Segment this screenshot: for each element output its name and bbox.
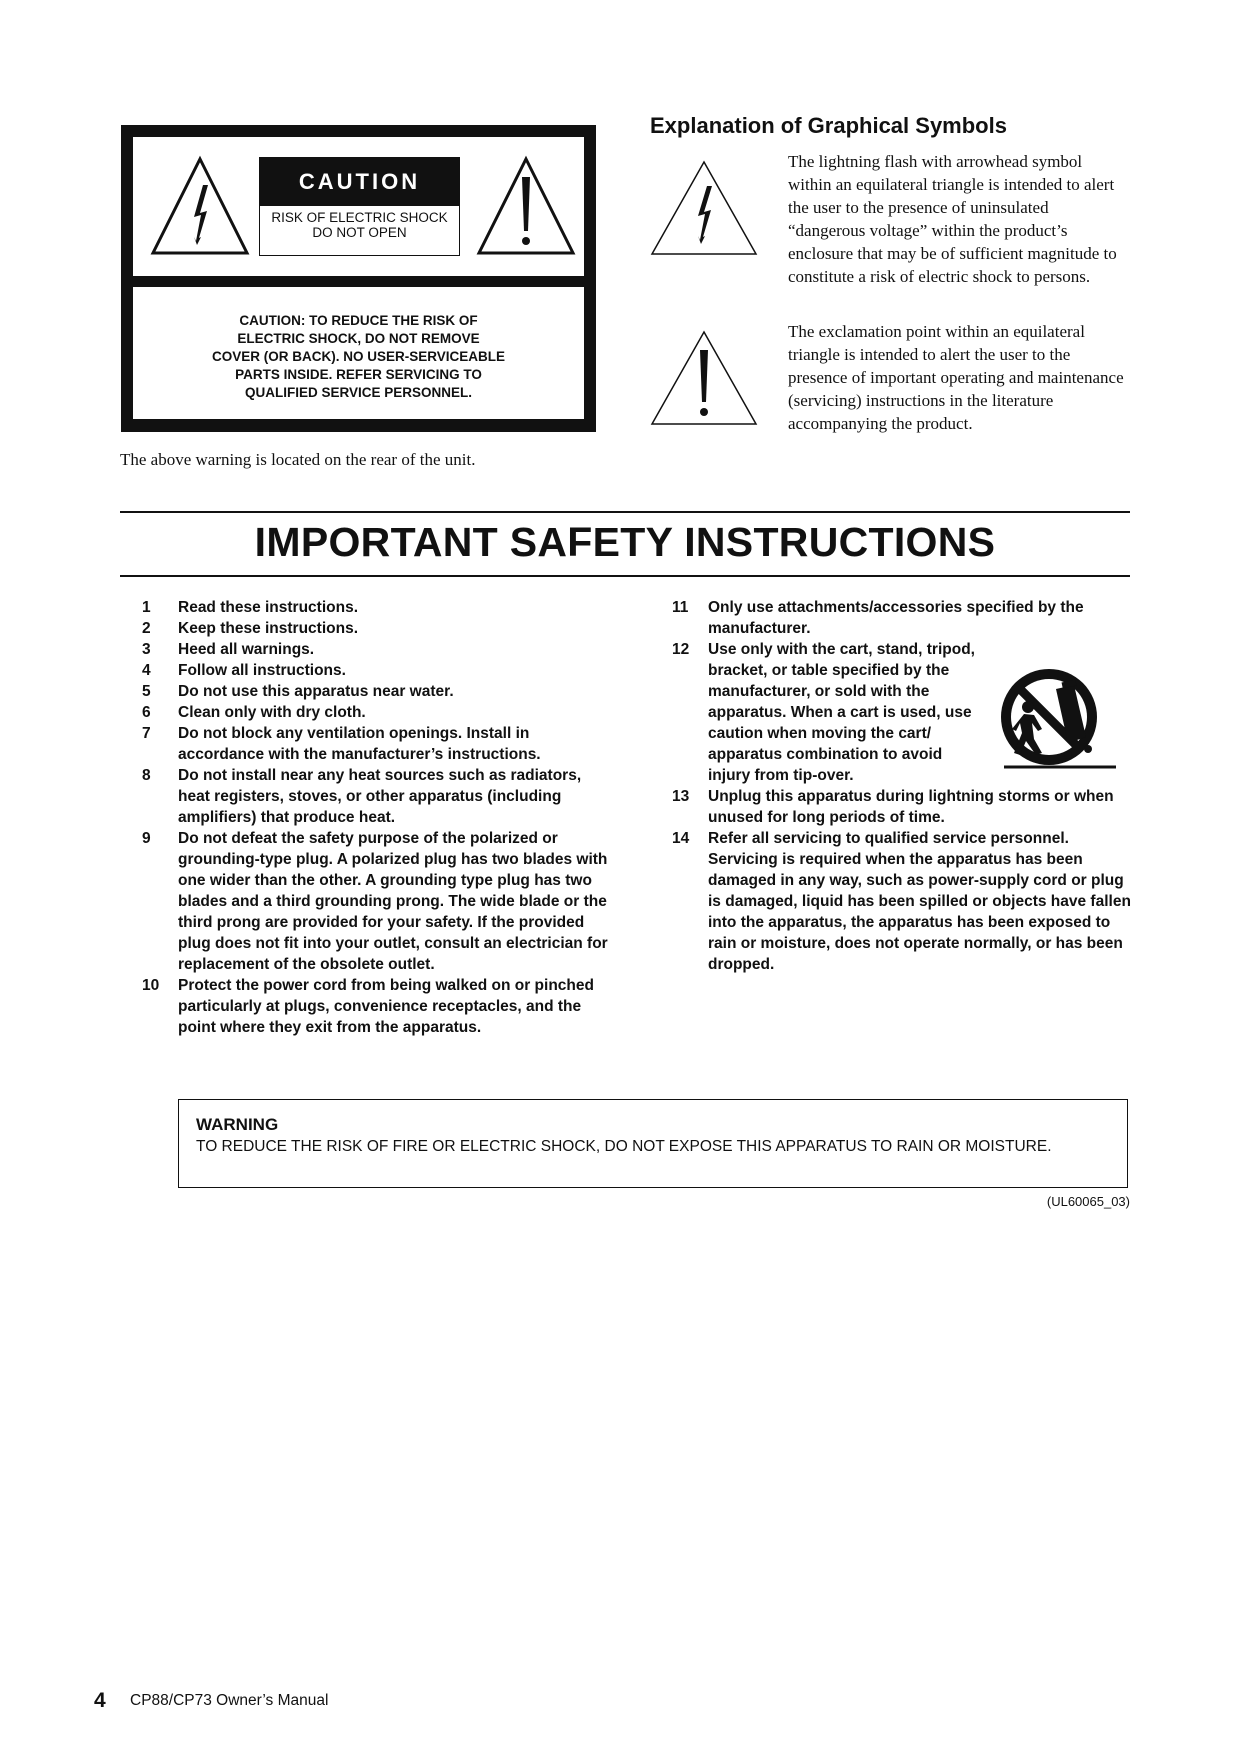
item-text: Read these instructions. (178, 599, 359, 616)
caution-label-top-panel (133, 137, 584, 276)
caution-body-line: COVER (OR BACK). NO USER-SERVICEABLE (211, 349, 506, 364)
item-number: 7 (142, 725, 151, 742)
item-text: Heed all warnings. (178, 641, 315, 658)
caution-subtext-line: RISK OF ELECTRIC SHOCK (271, 210, 448, 225)
item-number: 10 (142, 977, 160, 994)
item-text: Follow all instructions. (178, 662, 346, 679)
item-text: Do not use this apparatus near water. (178, 683, 454, 700)
caution-body-line: QUALIFIED SERVICE PERSONNEL. (244, 385, 473, 400)
list-item (142, 660, 612, 681)
item-text: Clean only with dry cloth. (178, 704, 366, 721)
list-item (672, 597, 1137, 639)
list-item (142, 618, 612, 639)
item-number: 14 (672, 830, 690, 847)
item-text: Only use attachments/accessories specified by the manufacturer. (708, 599, 1084, 637)
item-number: 8 (142, 767, 151, 784)
title-rule-bottom (120, 575, 1130, 577)
caution-body-line: CAUTION: TO REDUCE THE RISK OF (239, 313, 478, 328)
list-item (142, 639, 612, 660)
item-text: Do not defeat the safety purpose of the polarized or grounding-type plug. A polarized plug has two blades with one wider than the other. A grounding type plug has two blades and a third grounding prong. The wide blade or the third prong are provided for your safety. If the provided plug does not fit into your outlet, consult an electrician for replacement of the obsolete outlet. (178, 830, 608, 973)
item-text: Protect the power cord from being walked on or pinched particularly at plugs, convenience receptacles, and the point where they exit from the apparatus. (178, 977, 594, 1036)
list-item (142, 828, 612, 975)
list-item (142, 975, 612, 1038)
warning-text: TO REDUCE THE RISK OF FIRE OR ELECTRIC SHOCK, DO NOT EXPOSE THIS APPARATUS TO RAIN OR MOISTURE. (196, 1138, 1052, 1155)
list-item (142, 765, 612, 828)
code-reference: (UL60065_03) (1046, 1194, 1130, 1209)
item-text: Keep these instructions. (178, 620, 359, 637)
item-number: 11 (672, 599, 689, 616)
caution-body-line: PARTS INSIDE. REFER SERVICING TO (235, 367, 482, 382)
caution-label (121, 125, 596, 432)
caution-subtext (260, 206, 459, 240)
symbol-description-lightning: The lightning flash with arrowhead symbol within an equilateral triangle is intended to alert the user to the presence of uninsulated “dangerous voltage” within the product’s enclosure that may be of sufficient magnitude to constitute a risk of electric shock to persons. (788, 152, 1117, 286)
list-item (142, 681, 612, 702)
item-number: 6 (142, 704, 151, 721)
caution-body-text (133, 312, 584, 402)
list-item (142, 723, 612, 765)
caution-label-bottom-panel (133, 287, 584, 419)
instructions-list-right (672, 597, 1137, 975)
warning-box (178, 1099, 1128, 1188)
symbols-heading: Explanation of Graphical Symbols (650, 113, 1007, 138)
list-item (142, 702, 612, 723)
item-text: Do not block any ventilation openings. Install in accordance with the manufacturer’s instructions. (178, 725, 541, 763)
lightning-triangle-icon (648, 158, 760, 258)
list-item (672, 786, 1137, 828)
title-rule-top (120, 511, 1130, 513)
caution-box (259, 157, 460, 256)
warning-location-note: The above warning is located on the rear of the unit. (120, 450, 476, 469)
lightning-triangle-icon (149, 155, 251, 257)
item-number: 9 (142, 830, 151, 847)
exclamation-triangle-icon (648, 328, 760, 428)
instructions-list-left (142, 597, 612, 1038)
caution-heading: CAUTION (260, 158, 459, 206)
item-number: 2 (142, 620, 151, 637)
item-text: Do not install near any heat sources such as radiators, heat registers, stoves, or other apparatus (including amplifiers) that produce heat. (178, 767, 582, 826)
warning-title: WARNING (196, 1115, 279, 1134)
manual-title: CP88/CP73 Owner’s Manual (130, 1692, 329, 1709)
item-number: 13 (672, 788, 690, 805)
caution-body-line: ELECTRIC SHOCK, DO NOT REMOVE (237, 331, 480, 346)
item-number: 3 (142, 641, 151, 658)
item-text: Unplug this apparatus during lightning storms or when unused for long periods of time. (708, 788, 1114, 826)
symbol-description-exclamation: The exclamation point within an equilateral triangle is intended to alert the user to the presence of important operating and maintenance (servicing) instructions in the literature accompanying the product. (788, 322, 1124, 433)
item-number: 5 (142, 683, 151, 700)
page-title: IMPORTANT SAFETY INSTRUCTIONS (254, 519, 996, 565)
cart-tip-over-icon (990, 667, 1120, 782)
list-item (142, 597, 612, 618)
item-number: 1 (142, 599, 151, 616)
item-text: Refer all servicing to qualified service personnel. Servicing is required when the apparatus has been damaged in any way, such as power-supply cord or plug is damaged, liquid has been spilled or objects have fallen into the apparatus, the apparatus has been exposed to rain or moisture, does not operate normally, or has been dropped. (708, 830, 1131, 973)
page-number: 4 (94, 1689, 106, 1712)
caution-subtext-line: DO NOT OPEN (312, 225, 407, 240)
item-text: Use only with the cart, stand, tripod, bracket, or table specified by the manufacturer, or sold with the apparatus. When a cart is used, use caution when moving the cart/ apparatus combination to avoid injury from tip-over. (708, 641, 975, 784)
exclamation-triangle-icon (475, 155, 577, 257)
item-number: 4 (142, 662, 151, 679)
item-number: 12 (672, 641, 690, 658)
list-item (672, 828, 1137, 975)
